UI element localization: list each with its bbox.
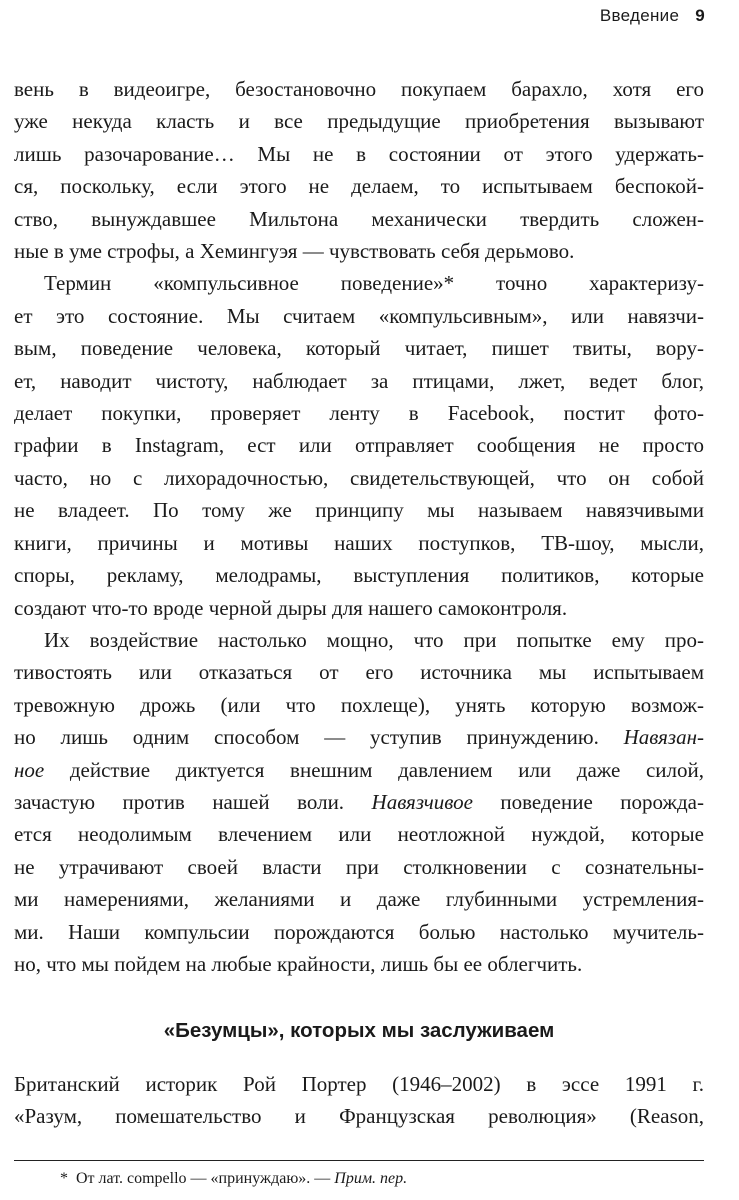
page-number: 9 xyxy=(695,6,705,25)
text-line: книги, причины и мотивы наших поступков, ТВ-шоу, мысли, xyxy=(14,530,704,555)
text-line: ные в уме строфы, а Хемингуэя — чувствовать себя дерьмово. xyxy=(14,239,575,264)
text-line xyxy=(14,754,704,786)
text-line: Британский историк Рой Портер (1946–2002) в эссе 1991 г. xyxy=(14,1072,704,1096)
text-fragment: зачастую против нашей воли. xyxy=(14,789,372,814)
text-line: уже некуда класть и все предыдущие приобретения вызывают xyxy=(14,109,704,134)
text-line: не владеет. По тому же принципу мы называем навязчивыми xyxy=(14,498,704,523)
footnote xyxy=(60,1170,407,1188)
text-line: ми. Наши компульсии порождаются болью настолько мучитель- xyxy=(14,919,704,944)
italic-term: Навязан- xyxy=(623,725,705,750)
text-line: не утрачивают своей власти при столкновении с сознательны- xyxy=(14,854,704,879)
text-line: тивостоять или отказаться от его источника мы испытываем xyxy=(14,660,704,685)
italic-term: ное xyxy=(14,757,45,782)
running-header xyxy=(600,6,705,26)
text-line: но, что мы пойдем на любые крайности, лишь бы ее облегчить. xyxy=(14,951,583,976)
text-line: «Разум, помешательство и Французская революция» (Reason, xyxy=(14,1104,704,1129)
text-line: ет, наводит чистоту, наблюдает за птицами, лжет, ведет блог, xyxy=(14,368,704,393)
text-line: ми намерениями, желаниями и даже глубинными устремления- xyxy=(14,887,704,912)
text-line: часто, но с лихорадочностью, свидетельствующей, что он собой xyxy=(14,465,704,490)
text-fragment: действие диктуется внешним давлением или даже силой, xyxy=(44,757,704,782)
text-line: ется неодолимым влечением или неотложной нуждой, которые xyxy=(14,822,704,847)
section-heading: «Безумцы», которых мы заслуживаем xyxy=(163,1019,555,1042)
footnote-text: От лат. compello — «принуждаю». — xyxy=(76,1170,335,1187)
text-line xyxy=(14,721,704,753)
text-line xyxy=(14,786,704,818)
text-line: ство, вынуждавшее Мильтона механически твердить сложен- xyxy=(14,206,704,231)
text-fragment: но лишь одним способом — уступив принуждению. xyxy=(14,725,599,750)
text-line: тревожную дрожь (или что похлеще), унять которую возмож- xyxy=(14,692,704,717)
body-text xyxy=(14,73,704,980)
text-line: вень в видеоигре, безостановочно покупаем барахло, хотя его xyxy=(14,77,704,101)
chapter-title: Введение xyxy=(599,6,680,25)
italic-term: Навязчивое xyxy=(371,789,473,814)
section-text xyxy=(14,1068,704,1133)
footnote-marker: * xyxy=(60,1170,68,1187)
footnote-note: Прим. пер. xyxy=(334,1170,408,1187)
text-fragment: поведение порожда- xyxy=(472,789,704,814)
text-line: графии в Instagram, ест или отправляет сообщения не просто xyxy=(14,433,704,458)
text-line: лишь разочарование… Мы не в состоянии от этого удержать- xyxy=(14,141,704,166)
text-line: создают что-то вроде черной дыры для нашего самоконтроля. xyxy=(14,595,568,620)
text-line: делает покупки, проверяет ленту в Facebook, постит фото- xyxy=(14,401,704,426)
text-line: Их воздействие настолько мощно, что при попытке ему про- xyxy=(44,627,704,652)
text-line: ся, поскольку, если этого не делаем, то испытываем беспокой- xyxy=(14,174,704,199)
text-line: ет это состояние. Мы считаем «компульсивным», или навязчи- xyxy=(14,303,704,328)
text-line: споры, рекламу, мелодрамы, выступления политиков, которые xyxy=(14,563,704,588)
text-line: Термин «компульсивное поведение»* точно характеризу- xyxy=(44,271,704,296)
footnote-rule xyxy=(14,1160,704,1161)
text-line: вым, поведение человека, который читает, пишет твиты, вору- xyxy=(14,336,704,361)
